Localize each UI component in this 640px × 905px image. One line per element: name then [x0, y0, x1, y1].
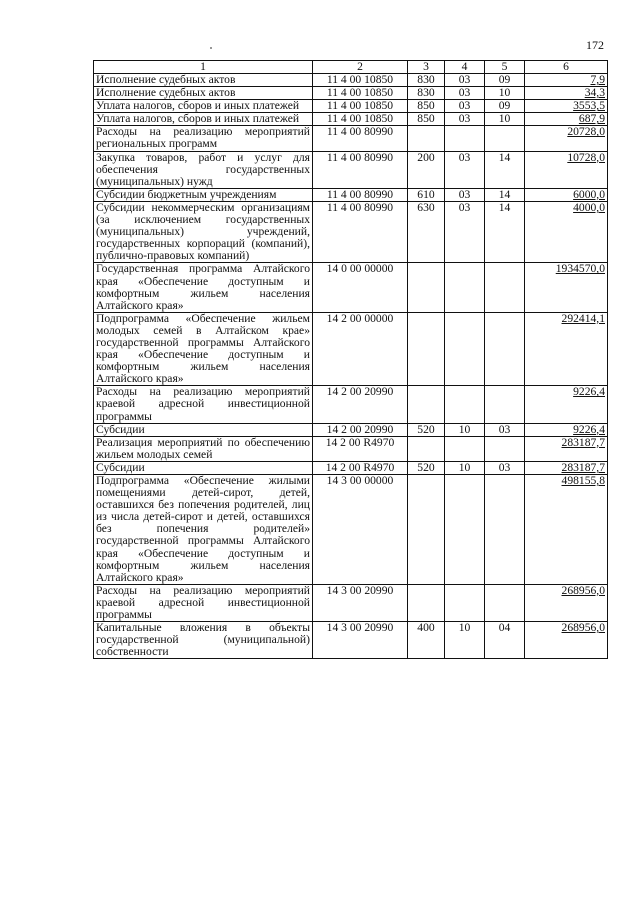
row-code: 11 4 00 10850 — [313, 100, 408, 113]
row-name: Исполнение судебных актов — [94, 74, 313, 87]
row-subsection — [485, 263, 525, 312]
amount-value: 687,9 — [578, 112, 605, 126]
table-row — [94, 188, 608, 201]
row-name: Уплата налогов, сборов и иных платежей — [94, 100, 313, 113]
header-col-2: 2 — [313, 61, 408, 74]
amount-value: 4000,0 — [573, 200, 605, 214]
row-subsection: 10 — [485, 113, 525, 126]
header-col-6: 6 — [525, 61, 608, 74]
row-expense-type: 200 — [408, 151, 445, 188]
header-col-4: 4 — [445, 61, 485, 74]
row-code: 11 4 00 10850 — [313, 74, 408, 87]
amount-value: 6000,0 — [573, 187, 605, 201]
amount-value: 283187,7 — [561, 435, 605, 449]
table-row — [94, 87, 608, 100]
table-row — [94, 201, 608, 262]
amount-value: 9226,4 — [573, 385, 605, 399]
row-subsection — [485, 312, 525, 386]
row-name: Субсидии — [94, 423, 313, 436]
table-row — [94, 151, 608, 188]
row-name: Субсидии бюджетным учреждениям — [94, 188, 313, 201]
amount-value: 10728,0 — [567, 150, 605, 164]
row-subsection: 10 — [485, 87, 525, 100]
row-section: 10 — [445, 622, 485, 659]
page-number: 172 — [586, 38, 604, 52]
amount-value: 268956,0 — [561, 583, 605, 597]
row-amount — [525, 436, 608, 461]
row-expense-type: 400 — [408, 622, 445, 659]
header-col-5: 5 — [485, 61, 525, 74]
row-name: Субсидии — [94, 461, 313, 474]
amount-value: 268956,0 — [561, 621, 605, 635]
table-row — [94, 126, 608, 151]
table-row — [94, 386, 608, 423]
row-section — [445, 312, 485, 386]
amount-value: 3553,5 — [573, 99, 605, 113]
row-subsection — [485, 126, 525, 151]
row-name: Субсидии некоммерческим организациям (за исключением государственных (муниципальных) учреждений, государственных корпораций (компаний), публично-правовых компаний) — [94, 201, 313, 262]
table-row — [94, 312, 608, 386]
row-expense-type: 850 — [408, 100, 445, 113]
amount-value: 7,9 — [590, 73, 605, 86]
row-code: 11 4 00 80990 — [313, 188, 408, 201]
row-section: 03 — [445, 201, 485, 262]
row-expense-type — [408, 126, 445, 151]
row-amount — [525, 126, 608, 151]
row-section: 03 — [445, 188, 485, 201]
row-code: 11 4 00 80990 — [313, 201, 408, 262]
row-section: 10 — [445, 461, 485, 474]
row-name: Капитальные вложения в объекты государственной (муниципальной) собственности — [94, 622, 313, 659]
table-row — [94, 622, 608, 659]
row-amount — [525, 622, 608, 659]
row-expense-type: 610 — [408, 188, 445, 201]
amount-value: 498155,8 — [561, 474, 605, 487]
row-amount — [525, 423, 608, 436]
row-subsection: 03 — [485, 423, 525, 436]
row-section: 03 — [445, 113, 485, 126]
row-expense-type: 630 — [408, 201, 445, 262]
row-subsection — [485, 436, 525, 461]
row-code: 11 4 00 10850 — [313, 113, 408, 126]
row-section: 03 — [445, 151, 485, 188]
row-expense-type — [408, 263, 445, 312]
row-name: Расходы на реализацию мероприятий региональных программ — [94, 126, 313, 151]
table-body — [94, 61, 608, 659]
row-section — [445, 386, 485, 423]
row-subsection — [485, 475, 525, 585]
row-name: Расходы на реализацию мероприятий краевой адресной инвестиционной программы — [94, 386, 313, 423]
row-expense-type — [408, 436, 445, 461]
row-subsection: 14 — [485, 188, 525, 201]
row-expense-type — [408, 584, 445, 621]
row-section — [445, 436, 485, 461]
row-code: 14 0 00 00000 — [313, 263, 408, 312]
row-expense-type: 520 — [408, 423, 445, 436]
amount-value: 292414,1 — [561, 311, 605, 325]
row-expense-type: 850 — [408, 113, 445, 126]
table-row — [94, 423, 608, 436]
header-col-1: 1 — [94, 61, 313, 74]
row-subsection — [485, 584, 525, 621]
row-section — [445, 584, 485, 621]
table-header-row — [94, 61, 608, 74]
row-amount — [525, 74, 608, 87]
row-name: Закупка товаров, работ и услуг для обеспечения государственных (муниципальных) нужд — [94, 151, 313, 188]
row-amount — [525, 188, 608, 201]
row-amount — [525, 475, 608, 585]
row-expense-type — [408, 386, 445, 423]
row-code: 14 2 00 20990 — [313, 423, 408, 436]
row-code: 14 3 00 20990 — [313, 584, 408, 621]
row-name: Уплата налогов, сборов и иных платежей — [94, 113, 313, 126]
row-section: 10 — [445, 423, 485, 436]
budget-table — [93, 60, 608, 659]
table-row — [94, 436, 608, 461]
scan-speck — [210, 47, 212, 49]
row-section — [445, 126, 485, 151]
table-row — [94, 263, 608, 312]
row-code: 14 2 00 R4970 — [313, 461, 408, 474]
row-name: Подпрограмма «Обеспечение жилыми помещениями детей-сирот, детей, оставшихся без попечения родителей, лиц из числа детей-сирот и детей, оставшихся без попечения родителей» государственной программы Алтайского края «Обеспечение доступным и комфортным жильем населения Алтайского края» — [94, 475, 313, 585]
row-section — [445, 475, 485, 585]
row-name: Подпрограмма «Обеспечение жильем молодых семей в Алтайском крае» государственной программы Алтайского края «Обеспечение доступным и комфортным жильем населения Алтайского края» — [94, 312, 313, 386]
row-section: 03 — [445, 87, 485, 100]
row-amount — [525, 461, 608, 474]
table-row — [94, 100, 608, 113]
header-col-3: 3 — [408, 61, 445, 74]
row-section — [445, 263, 485, 312]
table-row — [94, 475, 608, 585]
row-amount — [525, 201, 608, 262]
amount-value: 283187,7 — [561, 460, 605, 474]
row-code: 11 4 00 80990 — [313, 151, 408, 188]
amount-value: 9226,4 — [573, 422, 605, 436]
row-expense-type — [408, 475, 445, 585]
row-subsection: 14 — [485, 151, 525, 188]
row-amount — [525, 386, 608, 423]
row-amount — [525, 263, 608, 312]
row-name: Реализация мероприятий по обеспечению жильем молодых семей — [94, 436, 313, 461]
row-code: 11 4 00 10850 — [313, 87, 408, 100]
row-code: 14 3 00 20990 — [313, 622, 408, 659]
table-row — [94, 74, 608, 87]
row-subsection: 14 — [485, 201, 525, 262]
row-code: 11 4 00 80990 — [313, 126, 408, 151]
amount-value: 20728,0 — [567, 125, 605, 139]
row-code: 14 2 00 R4970 — [313, 436, 408, 461]
row-subsection — [485, 386, 525, 423]
row-name: Исполнение судебных актов — [94, 87, 313, 100]
row-amount — [525, 100, 608, 113]
row-section: 03 — [445, 100, 485, 113]
row-amount — [525, 151, 608, 188]
row-code: 14 2 00 00000 — [313, 312, 408, 386]
row-expense-type — [408, 312, 445, 386]
row-code: 14 3 00 00000 — [313, 475, 408, 585]
row-amount — [525, 113, 608, 126]
amount-value: 34,3 — [584, 86, 605, 100]
amount-value: 1934570,0 — [555, 262, 605, 276]
table-row — [94, 461, 608, 474]
row-expense-type: 830 — [408, 74, 445, 87]
row-subsection: 09 — [485, 100, 525, 113]
row-name: Расходы на реализацию мероприятий краевой адресной инвестиционной программы — [94, 584, 313, 621]
row-subsection: 09 — [485, 74, 525, 87]
row-subsection: 04 — [485, 622, 525, 659]
row-code: 14 2 00 20990 — [313, 386, 408, 423]
row-expense-type: 520 — [408, 461, 445, 474]
row-expense-type: 830 — [408, 87, 445, 100]
row-amount — [525, 87, 608, 100]
table-row — [94, 584, 608, 621]
row-amount — [525, 312, 608, 386]
row-amount — [525, 584, 608, 621]
table-row — [94, 113, 608, 126]
row-section: 03 — [445, 74, 485, 87]
row-name: Государственная программа Алтайского края «Обеспечение доступным и комфортным жильем населения Алтайского края» — [94, 263, 313, 312]
row-subsection: 03 — [485, 461, 525, 474]
